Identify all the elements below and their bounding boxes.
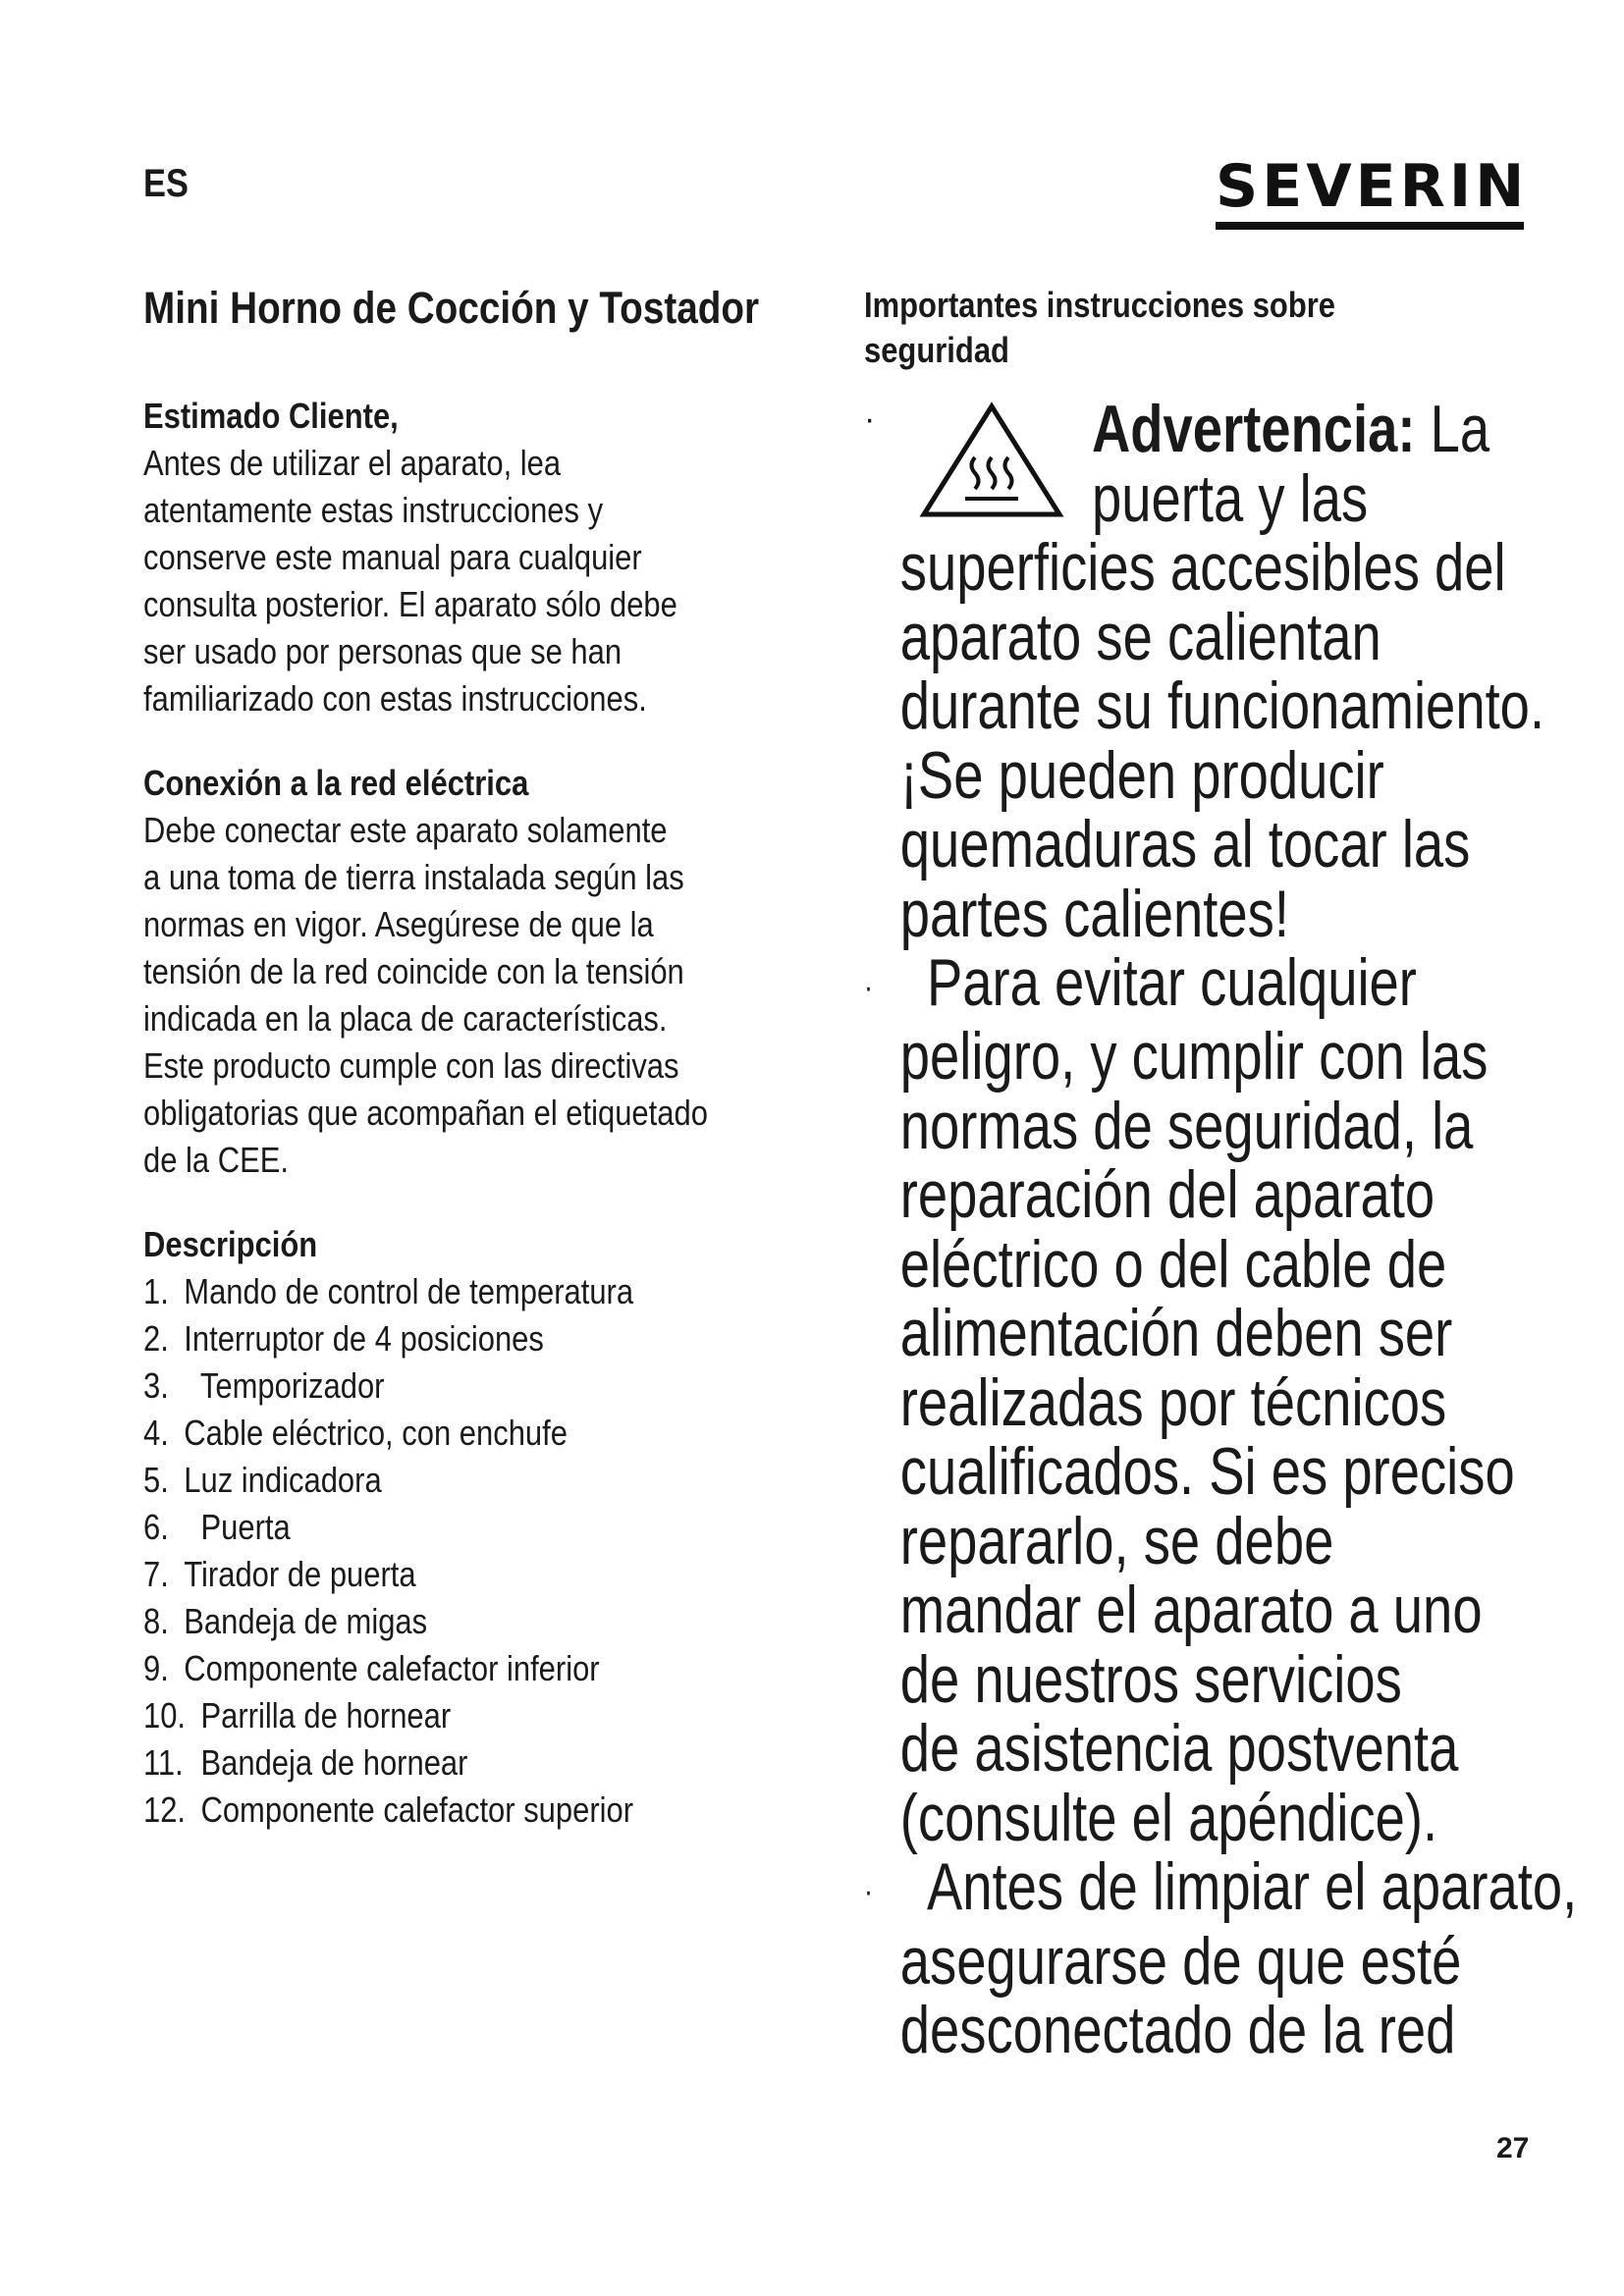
repair-block xyxy=(864,945,1610,1855)
text-line: desconectado de la red xyxy=(899,1993,1456,2068)
text-line: a una toma de tierra instalada según las xyxy=(143,857,684,897)
text-line: atentamente estas instrucciones y xyxy=(143,490,604,530)
brand-logo xyxy=(1216,152,1530,230)
warning-body xyxy=(864,530,1624,951)
safety-heading-line: seguridad xyxy=(864,330,1009,370)
text-line: durante su funcionamiento. xyxy=(899,668,1545,743)
text-line: normas en vigor. Asegúrese de que la xyxy=(143,904,654,944)
text-line: realizadas por técnicos xyxy=(899,1364,1447,1440)
list-item: 1. Mando de control de temperatura xyxy=(143,1271,634,1311)
language-code: ES xyxy=(143,162,189,205)
text-line: Debe conectar este aparato solamente xyxy=(143,810,668,850)
list-item: 7. Tirador de puerta xyxy=(143,1554,416,1594)
list-item: 9. Componente calefactor inferior xyxy=(143,1648,600,1688)
repair-first-line: · Para evitar cualquier xyxy=(864,948,1610,1022)
text-line: mandar el aparato a uno xyxy=(899,1573,1483,1648)
text-line: familiarizado con estas instrucciones. xyxy=(143,678,647,719)
bullet: · xyxy=(864,1873,874,1911)
text-line: de nuestros servicios xyxy=(899,1641,1402,1717)
cleaning-first-line: · Antes de limpiar el aparato, xyxy=(864,1852,1610,1926)
right-column xyxy=(864,283,1610,2068)
text-line: asegurarse de que esté xyxy=(899,1923,1462,1999)
greeting-heading: Estimado Cliente, xyxy=(143,396,399,436)
text-line: repararlo, se debe xyxy=(899,1503,1334,1578)
description-section xyxy=(143,1221,809,1834)
warning-first-line: La xyxy=(1415,392,1490,466)
text-line: de la CEE. xyxy=(143,1140,290,1180)
text-line: superficies accesibles del xyxy=(899,530,1506,605)
text-line: indicada en la placa de características. xyxy=(143,998,668,1039)
parts-list xyxy=(143,1268,809,1834)
warning-second-line: puerta y las xyxy=(1092,460,1369,536)
list-item: 10. Parrilla de hornear xyxy=(143,1695,452,1735)
cleaning-block xyxy=(864,1849,1610,2068)
text-line: reparación del aparato xyxy=(899,1157,1435,1233)
warning-label: Advertencia: xyxy=(1092,392,1416,466)
list-item: 11. Bandeja de hornear xyxy=(143,1742,468,1783)
text-line: quemaduras al tocar las xyxy=(899,807,1471,881)
text-line: tensión de la red coincide con la tensión xyxy=(143,951,684,991)
list-item: 5. Luz indicadora xyxy=(143,1460,382,1500)
list-item: 6. Puerta xyxy=(143,1507,291,1547)
text-line: peligro, y cumplir con las xyxy=(899,1019,1489,1095)
safety-heading-line: Importantes instrucciones sobre xyxy=(864,285,1336,325)
brand-name: SEVERIN xyxy=(1216,152,1529,221)
safety-heading xyxy=(864,283,1608,373)
warning-row xyxy=(864,392,1610,536)
list-item: 4. Cable eléctrico, con enchufe xyxy=(143,1413,568,1453)
list-item: 8. Bandeja de migas xyxy=(143,1601,428,1641)
text-line: alimentación deben ser xyxy=(899,1296,1453,1371)
list-item: 2. Interruptor de 4 posiciones xyxy=(143,1318,544,1359)
text-line: (consulte el apéndice). xyxy=(899,1780,1438,1855)
text-line: aparato se calientan xyxy=(899,599,1381,674)
text-line: partes calientes! xyxy=(899,876,1289,951)
text-line: ¡Se pueden producir xyxy=(899,737,1384,813)
greeting-body xyxy=(143,440,809,722)
text-line: obligatorias que acompañan el etiquetado xyxy=(143,1093,708,1133)
bullet: · xyxy=(864,968,874,1006)
warning-heading xyxy=(1092,392,1624,536)
left-column xyxy=(143,283,811,1834)
logo-underline xyxy=(1216,222,1524,230)
text-line: Este producto cumple con las directivas xyxy=(143,1045,679,1086)
power-section xyxy=(143,760,809,1184)
warning-block xyxy=(864,392,1610,951)
text-line: consulta posterior. El aparato sólo debe xyxy=(143,584,677,624)
power-body xyxy=(143,807,809,1184)
list-item: 3. Temporizador xyxy=(143,1365,385,1406)
text-line: de asistencia postventa xyxy=(899,1711,1459,1787)
hot-surface-warning-icon xyxy=(918,400,1065,520)
page-number: 27 xyxy=(1496,2132,1530,2164)
text-line: eléctrico o del cable de xyxy=(899,1226,1447,1302)
list-item: 12. Componente calefactor superior xyxy=(143,1789,634,1830)
text-line: normas de seguridad, la xyxy=(899,1088,1474,1163)
text-line: Antes de utilizar el aparato, lea xyxy=(143,443,562,483)
description-heading: Descripción xyxy=(143,1224,318,1264)
power-heading: Conexión a la red eléctrica xyxy=(143,763,529,803)
text-line: cualificados. Si es preciso xyxy=(899,1434,1515,1510)
page-title: Mini Horno de Cocción y Tostador xyxy=(143,283,760,333)
bullet: · xyxy=(864,400,876,438)
greeting-section xyxy=(143,393,809,722)
text-line: conserve este manual para cualquier xyxy=(143,537,642,577)
text-line: ser usado por personas que se han xyxy=(143,631,623,671)
